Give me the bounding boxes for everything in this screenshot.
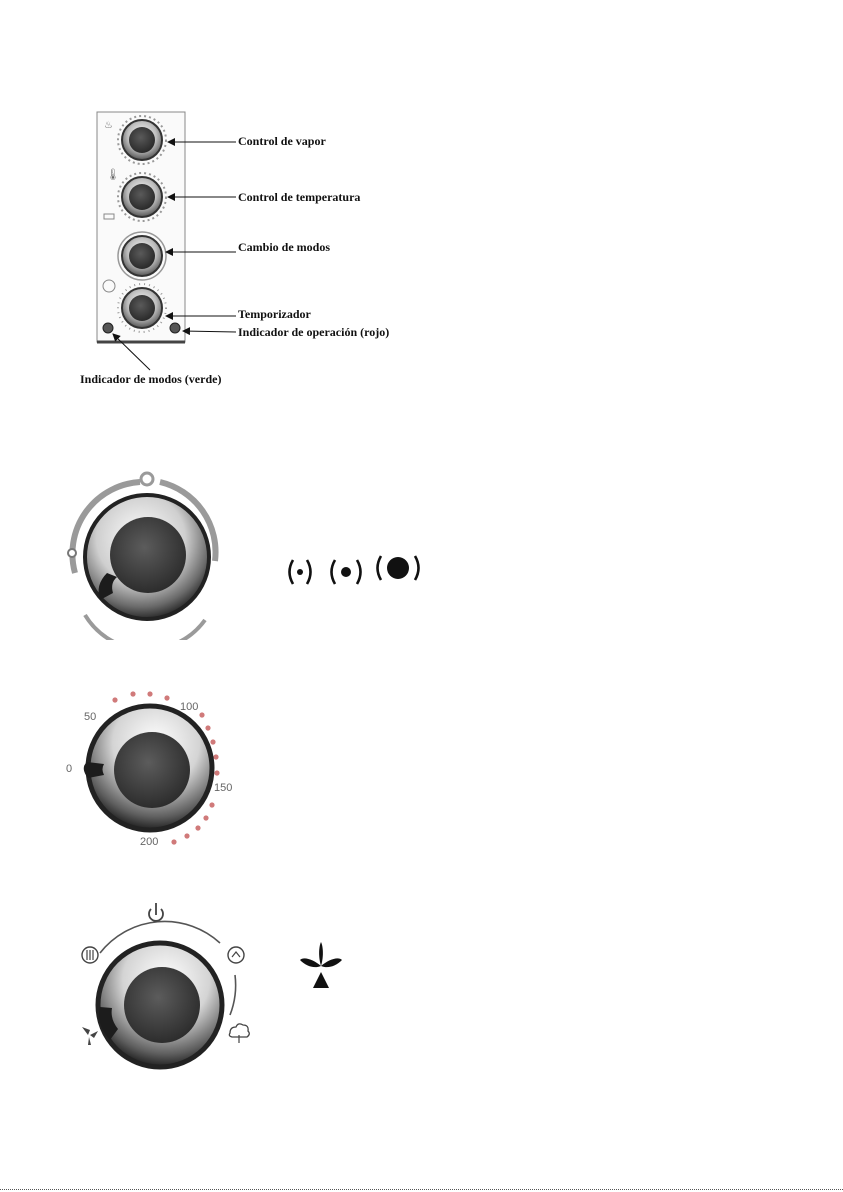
callout-steam-control: Control de vapor bbox=[238, 134, 326, 148]
fan-small-icon bbox=[82, 1027, 98, 1045]
steam-level-high-icon bbox=[378, 556, 419, 580]
temperature-label-50: 50 bbox=[84, 711, 97, 723]
top-bottom-heat-icon bbox=[82, 947, 98, 963]
temperature-dial-cap bbox=[114, 732, 190, 808]
control-panel-diagram bbox=[0, 0, 843, 420]
power-icon bbox=[149, 903, 163, 921]
steam-symbol-icon: ♨ bbox=[104, 120, 113, 131]
temperature-label-100: 100 bbox=[180, 701, 199, 713]
fan-icon bbox=[298, 942, 344, 990]
mode-indicator-lamp bbox=[103, 323, 113, 333]
steam-cloud-icon bbox=[229, 1024, 249, 1043]
steam-dial-detail bbox=[55, 465, 235, 640]
temperature-dial-detail bbox=[60, 680, 240, 850]
mode-dial-detail bbox=[60, 895, 250, 1080]
steam-level-medium-icon bbox=[332, 560, 361, 584]
thermometer-icon: 🌡 bbox=[106, 169, 120, 181]
steam-level-low-icon bbox=[290, 560, 311, 584]
steam-icon bbox=[228, 947, 244, 963]
callout-operation-indicator: Indicador de operación (rojo) bbox=[238, 325, 390, 339]
callout-timer: Temporizador bbox=[238, 307, 311, 321]
callout-mode-change: Cambio de modos bbox=[238, 240, 331, 254]
callout-mode-indicator: Indicador de modos (verde) bbox=[80, 372, 222, 386]
page-bottom-rule bbox=[0, 1189, 843, 1190]
steam-levels bbox=[285, 552, 435, 592]
steam-dial-cap bbox=[110, 517, 186, 593]
operation-indicator-lamp bbox=[170, 323, 180, 333]
temperature-label-0: 0 bbox=[66, 763, 73, 775]
mode-knob bbox=[118, 232, 166, 280]
temperature-label-200: 200 bbox=[140, 836, 159, 848]
callout-temperature-control: Control de temperatura bbox=[238, 190, 361, 204]
temperature-label-150: 150 bbox=[214, 782, 233, 794]
mode-dial-cap bbox=[124, 967, 200, 1043]
